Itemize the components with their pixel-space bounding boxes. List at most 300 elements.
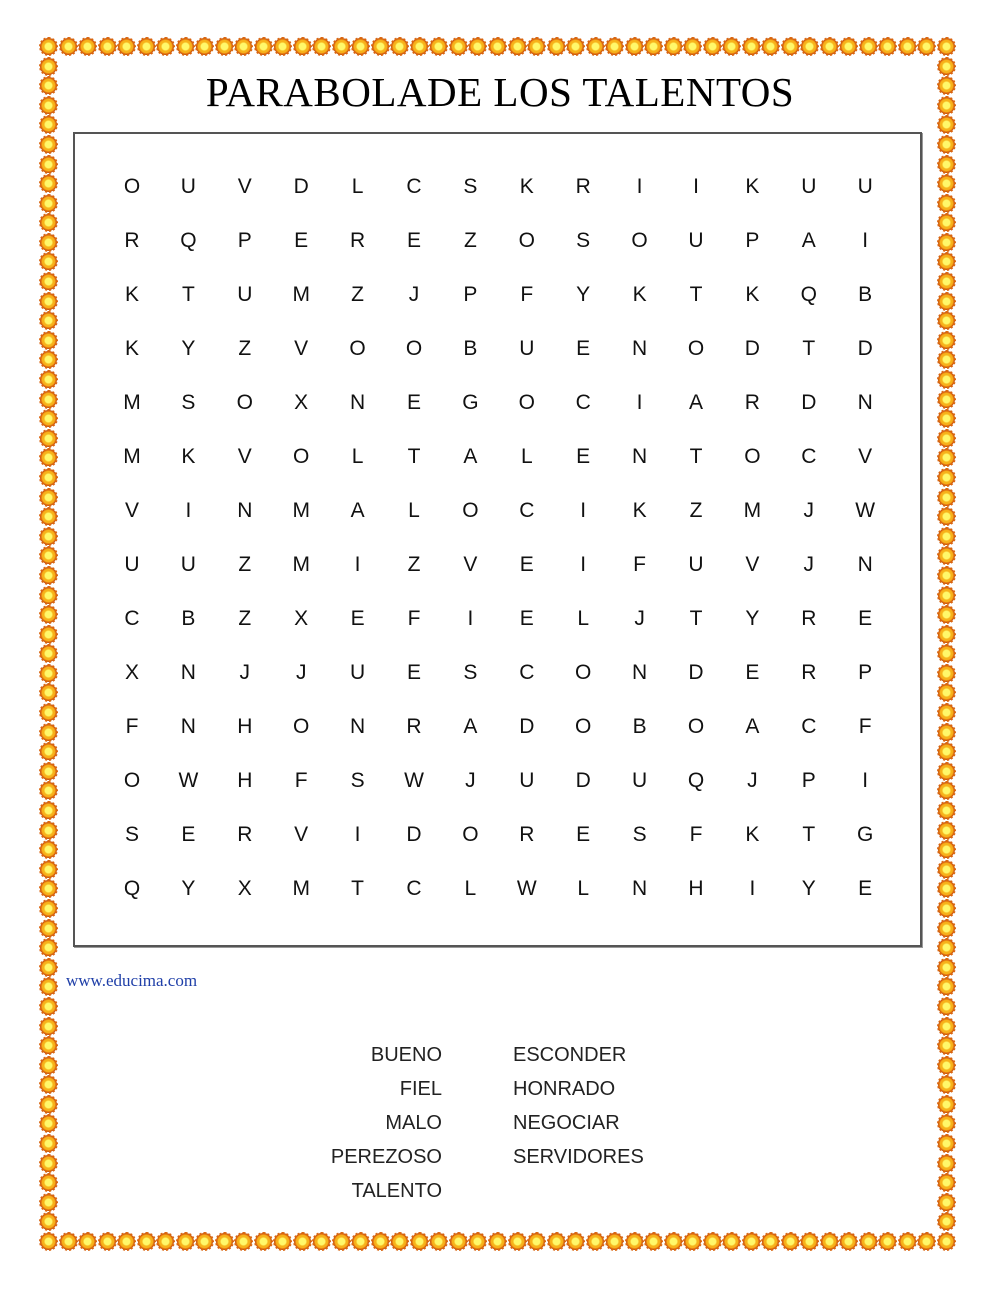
- grid-letter[interactable]: Y: [181, 877, 196, 900]
- sun-icon: [196, 38, 213, 55]
- grid-letter[interactable]: E: [181, 823, 196, 846]
- grid-letter[interactable]: S: [350, 769, 365, 792]
- website-link[interactable]: www.educima.com: [66, 971, 198, 990]
- sun-icon: [743, 38, 760, 55]
- grid-letter[interactable]: Z: [351, 283, 364, 306]
- grid-letter[interactable]: N: [350, 391, 366, 414]
- grid-letter[interactable]: V: [463, 553, 478, 576]
- sun-icon: [40, 351, 57, 368]
- grid-letter[interactable]: O: [293, 715, 310, 738]
- sun-icon: [743, 1233, 760, 1250]
- sun-icon: [938, 351, 955, 368]
- sun-icon: [177, 1233, 194, 1250]
- grid-letter[interactable]: U: [350, 661, 366, 684]
- grid-letter[interactable]: K: [745, 823, 760, 846]
- grid-letter[interactable]: G: [462, 391, 479, 414]
- sun-icon: [821, 38, 838, 55]
- grid-letter[interactable]: K: [745, 283, 760, 306]
- grid-letter[interactable]: D: [293, 175, 309, 198]
- grid-letter[interactable]: Y: [181, 337, 196, 360]
- sun-icon: [567, 1233, 584, 1250]
- sun-icon: [938, 156, 955, 173]
- word-list-item: BUENO: [370, 1044, 442, 1066]
- sun-icon: [99, 1233, 116, 1250]
- grid-letter[interactable]: K: [519, 175, 534, 198]
- grid-letter[interactable]: R: [744, 391, 760, 414]
- grid-letter[interactable]: S: [463, 175, 478, 198]
- grid-letter[interactable]: A: [688, 391, 703, 414]
- grid-letter[interactable]: D: [575, 769, 591, 792]
- sun-icon: [626, 1233, 643, 1250]
- grid-letter[interactable]: Z: [238, 553, 252, 576]
- grid-letter[interactable]: T: [351, 877, 364, 900]
- sun-icon: [40, 253, 57, 270]
- sun-icon: [938, 1213, 955, 1230]
- grid-letter[interactable]: O: [236, 391, 253, 414]
- grid-letter[interactable]: R: [350, 229, 366, 252]
- grid-letter[interactable]: L: [464, 877, 477, 900]
- grid-letter[interactable]: E: [576, 445, 591, 468]
- grid-letter[interactable]: I: [636, 175, 643, 198]
- grid-letter[interactable]: E: [858, 607, 873, 630]
- grid-letter[interactable]: C: [406, 175, 422, 198]
- grid-letter[interactable]: E: [294, 229, 309, 252]
- sun-icon: [352, 1233, 369, 1250]
- sun-icon: [938, 978, 955, 995]
- grid-letter[interactable]: C: [801, 715, 817, 738]
- grid-letter[interactable]: A: [801, 229, 816, 252]
- sun-icon: [40, 391, 57, 408]
- sun-icon: [40, 1037, 57, 1054]
- grid-letter[interactable]: I: [862, 769, 869, 792]
- grid-letter[interactable]: J: [239, 661, 251, 684]
- grid-letter[interactable]: O: [744, 445, 761, 468]
- grid-letter[interactable]: Y: [576, 283, 591, 306]
- grid-letter[interactable]: W: [855, 499, 876, 522]
- sun-icon: [40, 920, 57, 937]
- grid-letter[interactable]: R: [801, 607, 817, 630]
- grid-letter[interactable]: F: [633, 553, 646, 576]
- grid-letter[interactable]: L: [577, 607, 590, 630]
- sun-icon: [938, 116, 955, 133]
- grid-letter[interactable]: G: [857, 823, 874, 846]
- grid-letter[interactable]: M: [123, 445, 141, 468]
- grid-letter[interactable]: E: [350, 607, 365, 630]
- word-list-item: HONRADO: [513, 1078, 616, 1100]
- sun-icon: [40, 1213, 57, 1230]
- grid-letter[interactable]: E: [406, 661, 421, 684]
- sun-icon: [40, 469, 57, 486]
- sun-icon: [40, 410, 57, 427]
- sun-icon: [918, 1233, 935, 1250]
- grid-letter[interactable]: O: [575, 715, 592, 738]
- sun-icon: [79, 38, 96, 55]
- grid-letter[interactable]: X: [237, 877, 252, 900]
- grid-letter[interactable]: Q: [180, 229, 197, 252]
- grid-letter[interactable]: V: [237, 445, 252, 468]
- grid-letter[interactable]: L: [351, 175, 364, 198]
- grid-letter[interactable]: O: [518, 391, 535, 414]
- grid-letter[interactable]: A: [463, 715, 478, 738]
- grid-letter[interactable]: Z: [463, 229, 477, 252]
- sun-icon: [938, 430, 955, 447]
- grid-letter[interactable]: V: [294, 823, 309, 846]
- grid-letter[interactable]: S: [463, 661, 478, 684]
- grid-letter[interactable]: W: [178, 769, 199, 792]
- grid-letter[interactable]: F: [858, 715, 872, 738]
- grid-letter[interactable]: O: [349, 337, 366, 360]
- grid-letter[interactable]: K: [124, 283, 139, 306]
- grid-letter[interactable]: Y: [801, 877, 816, 900]
- grid-letter[interactable]: A: [463, 445, 478, 468]
- grid-letter[interactable]: O: [575, 661, 592, 684]
- grid-letter[interactable]: Z: [238, 337, 252, 360]
- grid-letter[interactable]: T: [802, 823, 816, 846]
- grid-letter[interactable]: N: [632, 445, 648, 468]
- sun-icon: [938, 763, 955, 780]
- grid-letter[interactable]: E: [519, 553, 534, 576]
- grid-letter[interactable]: O: [123, 175, 141, 198]
- sun-icon: [762, 1233, 779, 1250]
- grid-letter[interactable]: T: [689, 607, 703, 630]
- sun-icon: [782, 38, 799, 55]
- grid-letter[interactable]: N: [857, 391, 873, 414]
- grid-letter[interactable]: I: [636, 391, 643, 414]
- grid-letter[interactable]: M: [292, 553, 310, 576]
- grid-letter[interactable]: X: [294, 607, 309, 630]
- grid-letter[interactable]: C: [519, 499, 535, 522]
- grid-letter[interactable]: R: [237, 823, 253, 846]
- sun-icon: [938, 391, 955, 408]
- grid-letter[interactable]: N: [632, 877, 648, 900]
- sun-icon: [60, 1233, 77, 1250]
- sun-icon: [938, 253, 955, 270]
- sun-icon: [40, 508, 57, 525]
- grid-letter[interactable]: B: [858, 283, 873, 306]
- sun-icon: [274, 38, 291, 55]
- grid-letter[interactable]: C: [575, 391, 591, 414]
- grid-letter[interactable]: H: [237, 769, 253, 792]
- sun-icon: [938, 782, 955, 799]
- sun-icon: [40, 880, 57, 897]
- sun-icon: [938, 195, 955, 212]
- grid-letter[interactable]: B: [632, 715, 647, 738]
- sun-icon: [938, 508, 955, 525]
- grid-letter[interactable]: Q: [123, 877, 141, 900]
- grid-letter[interactable]: J: [747, 769, 758, 792]
- grid-letter[interactable]: P: [237, 229, 252, 252]
- sun-icon: [40, 763, 57, 780]
- grid-letter[interactable]: U: [180, 553, 196, 576]
- sun-icon: [938, 743, 955, 760]
- grid-letter[interactable]: Y: [745, 607, 760, 630]
- grid-letter[interactable]: I: [749, 877, 756, 900]
- grid-letter[interactable]: E: [519, 607, 534, 630]
- grid-letter[interactable]: K: [181, 445, 196, 468]
- sun-icon: [40, 567, 57, 584]
- grid-letter[interactable]: J: [634, 607, 645, 630]
- grid-letter[interactable]: F: [689, 823, 703, 846]
- grid-letter[interactable]: W: [516, 877, 537, 900]
- grid-letter[interactable]: U: [632, 769, 648, 792]
- sun-icon: [821, 1233, 838, 1250]
- sun-icon: [665, 1233, 682, 1250]
- sun-icon: [645, 38, 662, 55]
- sun-icon: [801, 38, 818, 55]
- sun-icon: [40, 978, 57, 995]
- grid-letter[interactable]: M: [292, 283, 310, 306]
- grid-letter[interactable]: E: [858, 877, 873, 900]
- grid-letter[interactable]: C: [519, 661, 535, 684]
- grid-letter[interactable]: U: [180, 175, 196, 198]
- grid-letter[interactable]: M: [743, 499, 762, 522]
- sun-icon: [938, 822, 955, 839]
- grid-letter[interactable]: R: [801, 661, 817, 684]
- sun-icon: [40, 547, 57, 564]
- grid-letter[interactable]: I: [467, 607, 474, 630]
- grid-letter[interactable]: O: [518, 229, 535, 252]
- grid-letter[interactable]: N: [632, 337, 648, 360]
- grid-letter[interactable]: V: [124, 499, 139, 522]
- sun-icon: [723, 1233, 740, 1250]
- sun-icon: [40, 1174, 57, 1191]
- grid-letter[interactable]: B: [181, 607, 196, 630]
- grid-letter[interactable]: L: [520, 445, 533, 468]
- grid-letter[interactable]: N: [180, 715, 196, 738]
- grid-letter[interactable]: L: [408, 499, 420, 522]
- sun-icon: [509, 1233, 526, 1250]
- sun-icon: [938, 312, 955, 329]
- grid-letter[interactable]: C: [406, 877, 422, 900]
- grid-letter[interactable]: U: [688, 229, 704, 252]
- grid-letter[interactable]: U: [519, 769, 535, 792]
- grid-letter[interactable]: U: [801, 175, 817, 198]
- grid-letter[interactable]: U: [124, 553, 140, 576]
- grid-letter[interactable]: N: [857, 553, 873, 576]
- grid-letter[interactable]: V: [237, 175, 252, 198]
- grid-letter[interactable]: U: [237, 283, 253, 306]
- sun-icon: [294, 38, 311, 55]
- word-list-item: MALO: [385, 1112, 442, 1134]
- grid-letter[interactable]: H: [688, 877, 704, 900]
- sun-icon: [40, 489, 57, 506]
- grid-letter[interactable]: I: [185, 499, 192, 522]
- grid-letter[interactable]: K: [124, 337, 139, 360]
- grid-letter[interactable]: K: [632, 283, 647, 306]
- sun-icon: [40, 175, 57, 192]
- sun-icon: [938, 684, 955, 701]
- grid-letter[interactable]: E: [406, 229, 421, 252]
- sun-icon: [40, 1096, 57, 1113]
- grid-letter[interactable]: E: [576, 823, 591, 846]
- grid-letter[interactable]: D: [406, 823, 422, 846]
- grid-letter[interactable]: D: [744, 337, 760, 360]
- grid-letter[interactable]: R: [124, 229, 140, 252]
- sun-icon: [372, 1233, 389, 1250]
- grid-letter[interactable]: F: [520, 283, 534, 306]
- grid-letter[interactable]: O: [462, 823, 479, 846]
- sun-icon: [938, 900, 955, 917]
- grid-letter[interactable]: M: [292, 499, 310, 522]
- sun-icon: [626, 38, 643, 55]
- sun-icon: [40, 312, 57, 329]
- sun-icon: [938, 841, 955, 858]
- grid-letter[interactable]: S: [124, 823, 139, 846]
- grid-letter[interactable]: T: [689, 445, 703, 468]
- sun-icon: [938, 665, 955, 682]
- sun-icon: [938, 234, 955, 251]
- grid-letter[interactable]: T: [407, 445, 421, 468]
- grid-letter[interactable]: Z: [689, 499, 703, 522]
- sun-icon: [40, 156, 57, 173]
- grid-letter[interactable]: A: [350, 499, 365, 522]
- grid-letter[interactable]: T: [181, 283, 195, 306]
- grid-letter[interactable]: N: [180, 661, 196, 684]
- grid-letter[interactable]: O: [462, 499, 479, 522]
- grid-letter[interactable]: I: [693, 175, 699, 198]
- sun-icon: [40, 195, 57, 212]
- sun-icon: [704, 38, 721, 55]
- sun-icon: [40, 587, 57, 604]
- sun-icon: [40, 665, 57, 682]
- grid-letter[interactable]: E: [406, 391, 421, 414]
- grid-letter[interactable]: Q: [800, 283, 817, 306]
- sun-icon: [79, 1233, 96, 1250]
- grid-letter[interactable]: E: [576, 337, 591, 360]
- grid-letter[interactable]: O: [405, 337, 423, 360]
- grid-letter[interactable]: O: [687, 337, 705, 360]
- grid-letter[interactable]: U: [519, 337, 535, 360]
- grid-letter[interactable]: I: [580, 553, 587, 576]
- sun-icon: [879, 1233, 896, 1250]
- grid-letter[interactable]: Z: [407, 553, 421, 576]
- grid-letter[interactable]: N: [237, 499, 253, 522]
- word-list-item: SERVIDORES: [513, 1146, 644, 1168]
- grid-letter[interactable]: R: [406, 715, 422, 738]
- grid-letter[interactable]: P: [463, 283, 478, 306]
- sun-icon: [177, 38, 194, 55]
- sun-icon: [40, 782, 57, 799]
- sun-icon: [918, 38, 935, 55]
- grid-letter[interactable]: O: [687, 715, 705, 738]
- grid-letter[interactable]: P: [858, 661, 873, 684]
- grid-letter[interactable]: K: [632, 499, 647, 522]
- sun-icon: [333, 38, 350, 55]
- word-list-item: FIEL: [399, 1078, 442, 1100]
- sun-icon: [118, 1233, 135, 1250]
- grid-letter[interactable]: I: [354, 823, 361, 846]
- sun-icon: [352, 38, 369, 55]
- grid-letter[interactable]: B: [463, 337, 478, 360]
- sun-icon: [938, 606, 955, 623]
- sun-icon: [704, 1233, 721, 1250]
- sun-icon: [489, 1233, 506, 1250]
- grid-letter[interactable]: D: [688, 661, 704, 684]
- grid-letter[interactable]: D: [857, 337, 873, 360]
- sun-icon: [313, 38, 330, 55]
- sun-icon: [665, 38, 682, 55]
- grid-letter[interactable]: X: [124, 661, 139, 684]
- grid-letter[interactable]: C: [801, 445, 817, 468]
- sun-icon: [40, 743, 57, 760]
- grid-letter[interactable]: C: [124, 607, 140, 630]
- grid-letter[interactable]: O: [123, 769, 141, 792]
- grid-letter[interactable]: N: [350, 715, 366, 738]
- grid-letter[interactable]: S: [632, 823, 647, 846]
- grid-letter[interactable]: M: [292, 877, 310, 900]
- grid-letter[interactable]: O: [293, 445, 310, 468]
- sun-icon: [313, 1233, 330, 1250]
- grid-letter[interactable]: N: [632, 661, 648, 684]
- sun-icon: [938, 1174, 955, 1191]
- sun-icon: [450, 1233, 467, 1250]
- sun-icon: [372, 38, 389, 55]
- grid-letter[interactable]: P: [801, 769, 816, 792]
- grid-letter[interactable]: D: [519, 715, 535, 738]
- sun-icon: [411, 38, 428, 55]
- sun-icon: [938, 293, 955, 310]
- grid-letter[interactable]: D: [801, 391, 817, 414]
- sun-icon: [430, 38, 447, 55]
- grid-letter[interactable]: Z: [238, 607, 252, 630]
- grid-letter[interactable]: J: [408, 283, 420, 306]
- grid-letter[interactable]: A: [745, 715, 760, 738]
- grid-letter[interactable]: L: [351, 445, 364, 468]
- sun-icon: [567, 38, 584, 55]
- grid-letter[interactable]: I: [862, 229, 869, 252]
- sun-icon: [879, 38, 896, 55]
- grid-letter[interactable]: U: [857, 175, 873, 198]
- grid-letter[interactable]: J: [295, 661, 307, 684]
- grid-letter[interactable]: R: [575, 175, 591, 198]
- grid-letter[interactable]: M: [123, 391, 141, 414]
- grid-letter[interactable]: J: [803, 499, 815, 522]
- grid-letter[interactable]: Q: [687, 769, 705, 792]
- grid-letter[interactable]: R: [519, 823, 535, 846]
- sun-icon: [40, 1115, 57, 1132]
- grid-letter[interactable]: J: [465, 769, 476, 792]
- sun-icon: [40, 861, 57, 878]
- grid-letter[interactable]: E: [745, 661, 760, 684]
- grid-letter[interactable]: I: [354, 553, 361, 576]
- grid-letter[interactable]: F: [125, 715, 139, 738]
- grid-letter[interactable]: T: [802, 337, 816, 360]
- grid-letter[interactable]: F: [407, 607, 421, 630]
- grid-letter[interactable]: W: [404, 769, 424, 792]
- grid-letter[interactable]: J: [803, 553, 815, 576]
- grid-letter[interactable]: V: [858, 445, 873, 468]
- sun-icon: [606, 1233, 623, 1250]
- sun-icon: [587, 38, 604, 55]
- grid-letter[interactable]: V: [745, 553, 760, 576]
- grid-letter[interactable]: L: [577, 877, 590, 900]
- grid-letter[interactable]: U: [688, 553, 704, 576]
- grid-letter[interactable]: K: [745, 175, 760, 198]
- word-list-item: ESCONDER: [513, 1044, 627, 1066]
- grid-letter[interactable]: F: [294, 769, 308, 792]
- grid-letter[interactable]: I: [580, 499, 587, 522]
- grid-letter[interactable]: H: [237, 715, 253, 738]
- grid-letter[interactable]: V: [294, 337, 309, 360]
- grid-letter[interactable]: S: [181, 391, 196, 414]
- grid-letter[interactable]: P: [745, 229, 760, 252]
- grid-letter[interactable]: S: [576, 229, 591, 252]
- sun-icon: [40, 332, 57, 349]
- grid-letter[interactable]: X: [294, 391, 309, 414]
- sun-icon: [40, 959, 57, 976]
- grid-letter[interactable]: O: [631, 229, 648, 252]
- grid-letter[interactable]: T: [689, 283, 703, 306]
